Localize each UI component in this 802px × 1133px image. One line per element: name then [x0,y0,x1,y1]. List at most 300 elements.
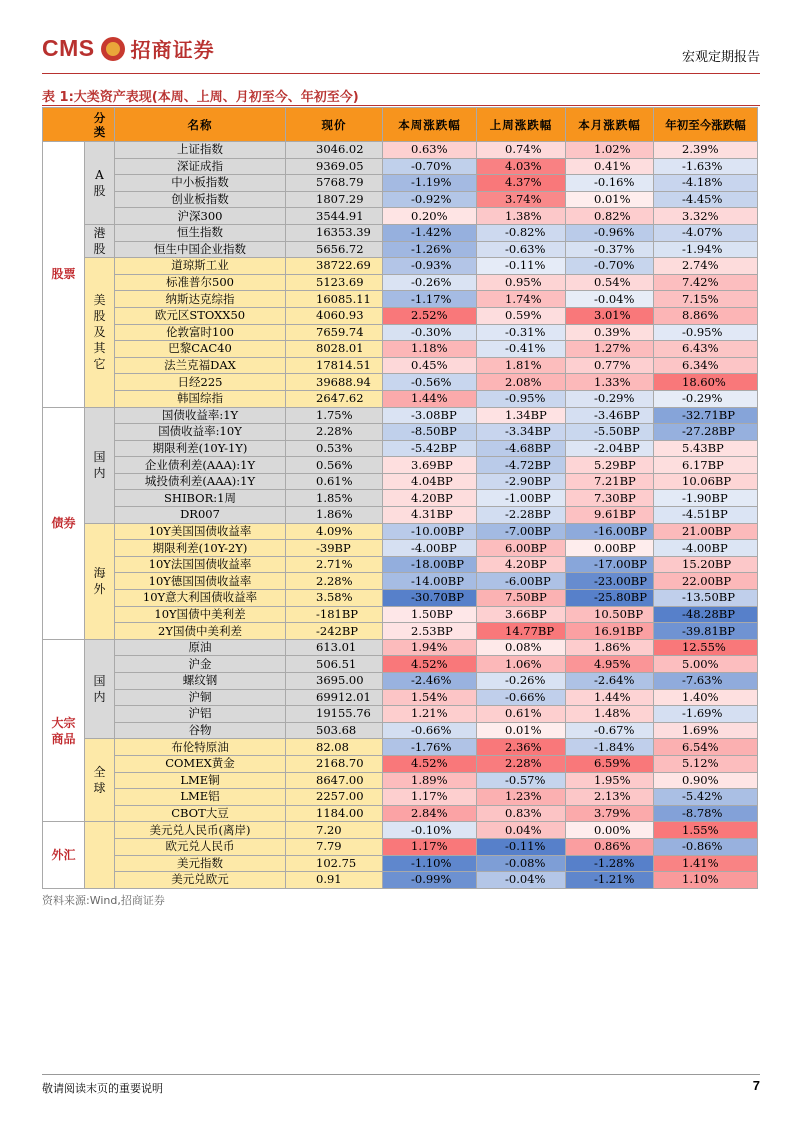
change-cell-y: 5.00% [654,656,758,673]
change-cell-y: 5.43BP [654,440,758,457]
table-row [43,291,758,308]
change-cell-y: 7.15% [654,291,758,308]
price-cell: 1.85% [286,490,383,507]
change-cell-pw: 4.20BP [477,556,566,573]
change-cell-m: -2.64% [566,673,654,690]
source-note: 资料来源:Wind,招商证券 [42,894,165,907]
asset-name-cell: LME铜 [115,772,286,789]
change-cell-m: -0.70% [566,258,654,275]
asset-name-cell: 螺纹钢 [115,673,286,690]
asset-name-cell: 期限利差(10Y-1Y) [115,440,286,457]
table-row [43,573,758,590]
change-cell-pw: -0.11% [477,838,566,855]
change-cell-m: -17.00BP [566,556,654,573]
change-cell-m: -0.96% [566,224,654,241]
change-cell-y: -32.71BP [654,407,758,424]
change-cell-pw: -0.95% [477,390,566,407]
change-cell-m: 3.79% [566,805,654,822]
subgroup-label: A股 [85,142,115,225]
asset-name-cell: 企业债利差(AAA):1Y [115,457,286,474]
asset-name-cell: 恒生中国企业指数 [115,241,286,258]
change-cell-pw: -6.00BP [477,573,566,590]
change-cell-m: 0.00BP [566,540,654,557]
price-cell: 82.08 [286,739,383,756]
change-cell-pw: 0.95% [477,274,566,291]
change-cell-pw: -3.34BP [477,424,566,441]
asset-name-cell: CBOT大豆 [115,805,286,822]
change-cell-y: 1.69% [654,722,758,739]
price-cell: 3.58% [286,590,383,607]
change-cell-pw: 6.00BP [477,540,566,557]
change-cell-pw: -0.63% [477,241,566,258]
change-cell-w: -0.30% [383,324,477,341]
change-cell-m: 9.61BP [566,507,654,524]
price-cell: 9369.05 [286,158,383,175]
table-row [43,805,758,822]
table-row [43,158,758,175]
subgroup-label: 海外 [85,523,115,639]
change-cell-m: 1.02% [566,142,654,159]
asset-name-cell: 布伦特原油 [115,739,286,756]
change-cell-w: -1.26% [383,241,477,258]
asset-name-cell: 创业板指数 [115,191,286,208]
price-cell: -39BP [286,540,383,557]
table-row [43,639,758,656]
change-cell-pw: -0.57% [477,772,566,789]
change-cell-pw: 4.37% [477,175,566,192]
change-cell-w: 1.54% [383,689,477,706]
price-cell: -181BP [286,606,383,623]
table-row [43,689,758,706]
asset-name-cell: 10Y国债中美利差 [115,606,286,623]
col-header-price: 现价 [286,108,383,142]
change-cell-w: 0.20% [383,208,477,225]
change-cell-w: 1.44% [383,390,477,407]
table-row [43,324,758,341]
change-cell-y: 1.10% [654,872,758,889]
change-cell-w: -1.76% [383,739,477,756]
table-body [43,142,758,889]
price-cell: 5768.79 [286,175,383,192]
asset-name-cell: 美元兑欧元 [115,872,286,889]
change-cell-y: -4.07% [654,224,758,241]
asset-name-cell: 城投债利差(AAA):1Y [115,473,286,490]
title-divider [42,105,760,106]
asset-name-cell: 10Y法国国债收益率 [115,556,286,573]
asset-name-cell: LME铝 [115,789,286,806]
change-cell-w: 2.53BP [383,623,477,640]
asset-name-cell: 10Y德国国债收益率 [115,573,286,590]
change-cell-pw: 0.74% [477,142,566,159]
change-cell-pw: 0.08% [477,639,566,656]
change-cell-m: 3.01% [566,307,654,324]
asset-name-cell: 道琼斯工业 [115,258,286,275]
change-cell-w: 1.17% [383,838,477,855]
change-cell-w: -8.50BP [383,424,477,441]
subgroup-label: 美股及其它 [85,258,115,407]
change-cell-pw: -2.28BP [477,507,566,524]
change-cell-m: 0.54% [566,274,654,291]
table-row [43,838,758,855]
table-row [43,822,758,839]
price-cell: 0.53% [286,440,383,457]
price-cell: 7.20 [286,822,383,839]
change-cell-y: 6.43% [654,341,758,358]
change-cell-m: -25.80BP [566,590,654,607]
price-cell: 102.75 [286,855,383,872]
change-cell-pw: -0.11% [477,258,566,275]
change-cell-y: -1.90BP [654,490,758,507]
table-row [43,390,758,407]
change-cell-w: 1.17% [383,789,477,806]
change-cell-y: 21.00BP [654,523,758,540]
change-cell-y: -5.42% [654,789,758,806]
change-cell-m: 1.44% [566,689,654,706]
category-label: 债券 [43,407,85,639]
change-cell-pw: 1.34BP [477,407,566,424]
table-row [43,357,758,374]
table-row [43,872,758,889]
change-cell-w: -3.08BP [383,407,477,424]
change-cell-y: -0.86% [654,838,758,855]
subgroup-label: 国内 [85,407,115,523]
change-cell-m: 0.01% [566,191,654,208]
change-cell-m: -1.84% [566,739,654,756]
change-cell-w: -1.42% [383,224,477,241]
asset-name-cell: 纳斯达克综指 [115,291,286,308]
asset-name-cell: 韩国综指 [115,390,286,407]
change-cell-m: 1.95% [566,772,654,789]
asset-name-cell: 沪深300 [115,208,286,225]
change-cell-pw: 4.03% [477,158,566,175]
price-cell: 506.51 [286,656,383,673]
table-row [43,473,758,490]
asset-name-cell: 国债收益率:1Y [115,407,286,424]
asset-name-cell: 美元兑人民币(离岸) [115,822,286,839]
change-cell-pw: 0.01% [477,722,566,739]
change-cell-pw: -0.31% [477,324,566,341]
table-row [43,789,758,806]
asset-name-cell: 美元指数 [115,855,286,872]
change-cell-w: -4.00BP [383,540,477,557]
change-cell-y: -39.81BP [654,623,758,640]
change-cell-pw: 3.74% [477,191,566,208]
change-cell-m: -0.29% [566,390,654,407]
change-cell-w: -14.00BP [383,573,477,590]
change-cell-pw: 0.59% [477,307,566,324]
page-header [42,30,760,70]
change-cell-m: -2.04BP [566,440,654,457]
col-header-ytd: 年初至今涨跌幅 [654,108,758,142]
change-cell-y: 18.60% [654,374,758,391]
asset-name-cell: 期限利差(10Y-2Y) [115,540,286,557]
change-cell-w: -1.17% [383,291,477,308]
page-number: 7 [752,1078,760,1093]
asset-name-cell: 欧元区STOXX50 [115,307,286,324]
change-cell-y: -48.28BP [654,606,758,623]
change-cell-y: -4.45% [654,191,758,208]
price-cell: 0.61% [286,473,383,490]
price-cell: 4.09% [286,523,383,540]
change-cell-y: -0.29% [654,390,758,407]
change-cell-y: -4.51BP [654,507,758,524]
change-cell-w: -0.93% [383,258,477,275]
change-cell-w: -0.99% [383,872,477,889]
change-cell-y: -27.28BP [654,424,758,441]
table-row [43,440,758,457]
change-cell-pw: 1.81% [477,357,566,374]
change-cell-m: -1.28% [566,855,654,872]
price-cell: -242BP [286,623,383,640]
change-cell-y: 22.00BP [654,573,758,590]
asset-name-cell: 原油 [115,639,286,656]
table-row [43,241,758,258]
change-cell-pw: 2.28% [477,755,566,772]
change-cell-pw: -0.41% [477,341,566,358]
asset-name-cell: COMEX黄金 [115,755,286,772]
change-cell-y: -1.63% [654,158,758,175]
change-cell-w: -0.26% [383,274,477,291]
company-logo [42,34,215,63]
change-cell-w: 1.21% [383,706,477,723]
change-cell-m: 0.41% [566,158,654,175]
change-cell-pw: 2.36% [477,739,566,756]
change-cell-m: 0.82% [566,208,654,225]
price-cell: 5123.69 [286,274,383,291]
table-row [43,457,758,474]
price-cell: 3695.00 [286,673,383,690]
table-row [43,507,758,524]
change-cell-y: 1.41% [654,855,758,872]
table-row [43,772,758,789]
asset-name-cell: 巴黎CAC40 [115,341,286,358]
change-cell-m: -0.67% [566,722,654,739]
change-cell-y: -0.95% [654,324,758,341]
price-cell: 0.91 [286,872,383,889]
price-cell: 19155.76 [286,706,383,723]
table-row [43,855,758,872]
change-cell-m: -16.00BP [566,523,654,540]
asset-name-cell: 2Y国债中美利差 [115,623,286,640]
change-cell-m: 1.27% [566,341,654,358]
change-cell-pw: -0.82% [477,224,566,241]
report-type: 宏观定期报告 [681,50,760,65]
table-title: 表 1:大类资产表现(本周、上周、月初至今、年初至今) [42,90,359,105]
price-cell: 7.79 [286,838,383,855]
change-cell-w: 2.84% [383,805,477,822]
footer-divider [42,1074,760,1075]
change-cell-w: 1.50BP [383,606,477,623]
change-cell-w: -1.19% [383,175,477,192]
price-cell: 3046.02 [286,142,383,159]
change-cell-y: 2.39% [654,142,758,159]
price-cell: 2.71% [286,556,383,573]
change-cell-m: -23.00BP [566,573,654,590]
change-cell-y: 10.06BP [654,473,758,490]
asset-name-cell: 法兰克福DAX [115,357,286,374]
change-cell-pw: 3.66BP [477,606,566,623]
change-cell-m: -0.04% [566,291,654,308]
change-cell-m: 6.59% [566,755,654,772]
change-cell-w: 4.04BP [383,473,477,490]
change-cell-m: 0.86% [566,838,654,855]
price-cell: 5656.72 [286,241,383,258]
asset-name-cell: 上证指数 [115,142,286,159]
change-cell-pw: 0.61% [477,706,566,723]
change-cell-w: -2.46% [383,673,477,690]
col-header-month: 本月涨跌幅 [566,108,654,142]
change-cell-m: 1.86% [566,639,654,656]
change-cell-w: -10.00BP [383,523,477,540]
table-row [43,656,758,673]
change-cell-w: 4.31BP [383,507,477,524]
logo-cms-text: CMS [42,35,95,61]
change-cell-m: -1.21% [566,872,654,889]
price-cell: 2.28% [286,573,383,590]
logo-badge-icon [101,37,125,61]
table-row [43,274,758,291]
change-cell-w: 4.52% [383,656,477,673]
price-cell: 0.56% [286,457,383,474]
change-cell-y: 2.74% [654,258,758,275]
table-row [43,208,758,225]
change-cell-m: 0.77% [566,357,654,374]
price-cell: 2647.62 [286,390,383,407]
table-header-row [43,108,758,142]
price-cell: 17814.51 [286,357,383,374]
change-cell-pw: 1.06% [477,656,566,673]
asset-name-cell: 日经225 [115,374,286,391]
change-cell-pw: 1.23% [477,789,566,806]
change-cell-w: 2.52% [383,307,477,324]
change-cell-m: -0.37% [566,241,654,258]
change-cell-m: 0.00% [566,822,654,839]
price-cell: 2.28% [286,424,383,441]
change-cell-m: 0.39% [566,324,654,341]
change-cell-pw: -7.00BP [477,523,566,540]
logo-chinese-text: 招商证券 [130,38,215,62]
asset-name-cell: 沪铝 [115,706,286,723]
table-row [43,722,758,739]
change-cell-pw: 1.38% [477,208,566,225]
change-cell-pw: -0.04% [477,872,566,889]
change-cell-pw: -0.08% [477,855,566,872]
col-header-prev-week: 上周涨跌幅 [477,108,566,142]
change-cell-m: -0.16% [566,175,654,192]
table-row [43,673,758,690]
asset-name-cell: 中小板指数 [115,175,286,192]
change-cell-w: -0.10% [383,822,477,839]
asset-name-cell: 10Y意大利国债收益率 [115,590,286,607]
change-cell-w: -0.56% [383,374,477,391]
change-cell-pw: -1.00BP [477,490,566,507]
change-cell-y: -1.94% [654,241,758,258]
change-cell-y: 6.34% [654,357,758,374]
change-cell-pw: 7.50BP [477,590,566,607]
change-cell-y: 8.86% [654,307,758,324]
change-cell-w: -1.10% [383,855,477,872]
change-cell-y: 3.32% [654,208,758,225]
change-cell-pw: 1.74% [477,291,566,308]
table-row [43,606,758,623]
change-cell-pw: -0.66% [477,689,566,706]
change-cell-y: 12.55% [654,639,758,656]
asset-name-cell: 恒生指数 [115,224,286,241]
change-cell-m: 16.91BP [566,623,654,640]
price-cell: 8647.00 [286,772,383,789]
change-cell-m: 10.50BP [566,606,654,623]
asset-name-cell: 欧元兑人民币 [115,838,286,855]
change-cell-w: 1.18% [383,341,477,358]
subgroup-label [85,822,115,888]
change-cell-m: -3.46BP [566,407,654,424]
price-cell: 1.86% [286,507,383,524]
price-cell: 8028.01 [286,341,383,358]
change-cell-w: -0.92% [383,191,477,208]
price-cell: 2168.70 [286,755,383,772]
price-cell: 7659.74 [286,324,383,341]
col-header-name: 名称 [115,108,286,142]
table-row [43,540,758,557]
change-cell-y: -8.78% [654,805,758,822]
table-row [43,706,758,723]
change-cell-w: -18.00BP [383,556,477,573]
price-cell: 503.68 [286,722,383,739]
category-label: 大宗商品 [43,639,85,822]
change-cell-m: 5.29BP [566,457,654,474]
change-cell-pw: 0.04% [477,822,566,839]
price-cell: 1.75% [286,407,383,424]
price-cell: 4060.93 [286,307,383,324]
table-row [43,175,758,192]
change-cell-w: 3.69BP [383,457,477,474]
footer-note: 敬请阅读末页的重要说明 [42,1082,163,1095]
table-row [43,590,758,607]
table-row [43,258,758,275]
change-cell-y: 5.12% [654,755,758,772]
price-cell: 2257.00 [286,789,383,806]
change-cell-m: 1.48% [566,706,654,723]
table-row [43,374,758,391]
change-cell-y: -1.69% [654,706,758,723]
table-row [43,424,758,441]
change-cell-m: 4.95% [566,656,654,673]
change-cell-y: 6.17BP [654,457,758,474]
asset-name-cell: 谷物 [115,722,286,739]
category-label: 股票 [43,142,85,408]
change-cell-pw: -2.90BP [477,473,566,490]
change-cell-y: -4.00BP [654,540,758,557]
change-cell-w: 1.94% [383,639,477,656]
asset-performance-table [42,107,758,889]
asset-name-cell: 沪金 [115,656,286,673]
change-cell-w: 4.52% [383,755,477,772]
asset-name-cell: SHIBOR:1周 [115,490,286,507]
change-cell-pw: 2.08% [477,374,566,391]
change-cell-y: -13.50BP [654,590,758,607]
change-cell-pw: -4.68BP [477,440,566,457]
asset-name-cell: 标准普尔500 [115,274,286,291]
price-cell: 613.01 [286,639,383,656]
change-cell-m: 7.30BP [566,490,654,507]
change-cell-m: 2.13% [566,789,654,806]
change-cell-y: 1.55% [654,822,758,839]
table-row [43,623,758,640]
table-row [43,142,758,159]
change-cell-y: -4.18% [654,175,758,192]
change-cell-y: 15.20BP [654,556,758,573]
change-cell-w: -5.42BP [383,440,477,457]
